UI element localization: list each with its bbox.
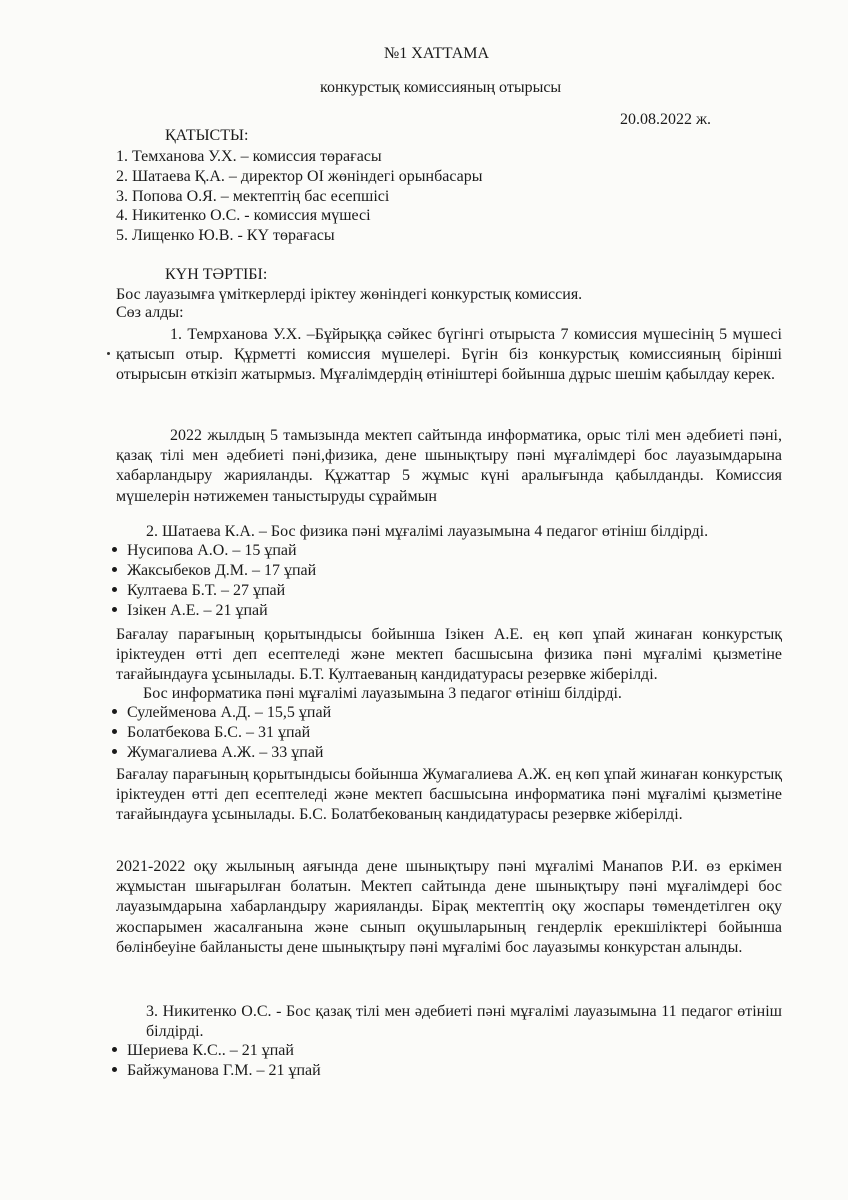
attendee-item: 2. Шатаева Қ.А. – директор ОІ жөніндегі орынбасары xyxy=(116,168,483,185)
document-date: 20.08.2022 ж. xyxy=(620,111,712,128)
paragraph-1: 1. Темрханова У.Х. –Бұйрыққа сәйкес бүгінгі отырыста 7 комиссия мүшесінің 5 мүшесі қатысып отыр. Құрметті комиссия мүшелері. Бүгін біз конкурстық комиссияның бірінші отырысын өткізіп жатырмыз. Мұғалімдердің өтініштері бойынша дұрыс шешім қабылдау керек. xyxy=(116,326,782,384)
list-item xyxy=(112,1041,294,1061)
list-item-text: Шериева К.С.. – 21 ұпай xyxy=(127,1042,294,1059)
list-item xyxy=(112,561,316,581)
bullet-icon xyxy=(112,587,117,592)
bullet-icon xyxy=(112,729,117,734)
bullet-icon xyxy=(112,1067,117,1072)
paragraph-2: 2022 жылдың 5 тамызында мектеп сайтында информатика, орыс тілі мен әдебиеті пәні, қазақ тілі мен әдебиеті пәні,физика, дене шынықтыру пәні мұғалімдері бос лауазымдарына хабарландыру жарияланды. Құжаттар 5 жұмыс күні аралығында қабылданды. Комиссия мүшелерін нәтижемен таныстыруды сұраймын xyxy=(116,427,782,505)
list-item xyxy=(112,723,310,743)
speaker-intro: Сөз алды: xyxy=(116,304,184,321)
paragraph-5: Бос информатика пәні мұғалімі лауазымына 3 педагог өтініш білдірді. xyxy=(143,685,622,702)
list-item-text: Жаксыбеков Д.М. – 17 ұпай xyxy=(127,562,317,579)
attendee-item: 5. Лищенко Ю.В. - КҮ төрағасы xyxy=(116,227,335,244)
bullet-icon xyxy=(112,1047,117,1052)
attendee-item: 1. Темханова У.Х. – комиссия төрағасы xyxy=(116,148,382,165)
list-item-text: Жумагалиева А.Ж. – 33 ұпай xyxy=(127,744,324,761)
list-item-text: Ізікен А.Е. – 21 ұпай xyxy=(127,602,268,619)
agenda-heading: КҮН ТӘРТІБІ: xyxy=(165,266,268,283)
attendee-item: 3. Попова О.Я. – мектептің бас есепшісі xyxy=(116,188,390,205)
bullet-icon xyxy=(112,749,117,754)
bullet-icon xyxy=(112,567,117,572)
attendee-item: 4. Никитенко О.С. - комиссия мүшесі xyxy=(116,207,371,224)
bullet-icon xyxy=(112,709,117,714)
list-item-text: Байжуманова Г.М. – 21 ұпай xyxy=(127,1062,321,1079)
bullet-icon xyxy=(112,607,117,612)
attendees-heading: ҚАТЫСТЫ: xyxy=(165,127,249,144)
list-item-text: Култаева Б.Т. – 27 ұпай xyxy=(127,582,286,599)
list-item xyxy=(112,703,331,723)
bullet-icon xyxy=(112,547,117,552)
paragraph-3: 2. Шатаева К.А. – Бос физика пәні мұғалімі лауазымына 4 педагог өтініш білдірді. xyxy=(146,523,709,540)
list-item xyxy=(112,601,268,621)
paragraph-8: 3. Никитенко О.С. - Бос қазақ тілі мен әдебиеті пәні мұғалімі лауазымына 11 педагог өтініш білдірді. xyxy=(146,1003,782,1041)
document-subtitle: конкурстық комиссияның отырысы xyxy=(320,79,562,96)
list-item-text: Сулейменова А.Д. – 15,5 ұпай xyxy=(127,704,332,721)
list-item xyxy=(112,743,323,763)
scan-speck xyxy=(107,352,110,355)
list-item xyxy=(112,541,297,561)
paragraph-6: Бағалау парағының қорытындысы бойынша Жумагалиева А.Ж. ең көп ұпай жинаған конкурстық іріктеуден өтті деп есептеледі және мектеп басшысына информатика пәні мұғалімі қызметіне тағайындауға ұсынылады. Б.С. Болатбекованың кандидатурасы резервке жіберілді. xyxy=(116,766,782,824)
list-item-text: Нусипова А.О. – 15 ұпай xyxy=(127,542,297,559)
list-item xyxy=(112,1061,321,1081)
document-title: №1 ХАТТАМА xyxy=(384,45,490,62)
agenda-text: Бос лауазымға үміткерлерді іріктеу жөніндегі конкурстық комиссия. xyxy=(116,286,583,303)
paragraph-4: Бағалау парағының қорытындысы бойынша Ізікен А.Е. ең көп ұпай жинаған конкурстық іріктеуден өтті деп есептеледі және мектеп басшысына физика пәні мұғалімі қызметіне тағайындауға ұсынылады. Б.Т. Култаеваның кандидатурасы резервке жіберілді. xyxy=(116,626,782,684)
list-item-text: Болатбекова Б.С. – 31 ұпай xyxy=(127,724,311,741)
list-item xyxy=(112,581,285,601)
paragraph-7: 2021-2022 оқу жылының аяғында дене шынықтыру пәні мұғалімі Манапов Р.И. өз еркімен жұмыстан шығарылған болатын. Мектеп сайтында дене шынықтыру пәні мұғалімдері бос лауазымдарына хабарландыру жарияланды. Бірақ мектептің оқу жоспары төмендетілген оқу жоспарымен жасалғанына және сынып оқушыларының гендерлік ерекшіліктері бойынша бөлінбеуіне байланысты дене шынықтыру пәні мұғалімі бос лауазымы конкурстан алынды. xyxy=(116,858,782,956)
